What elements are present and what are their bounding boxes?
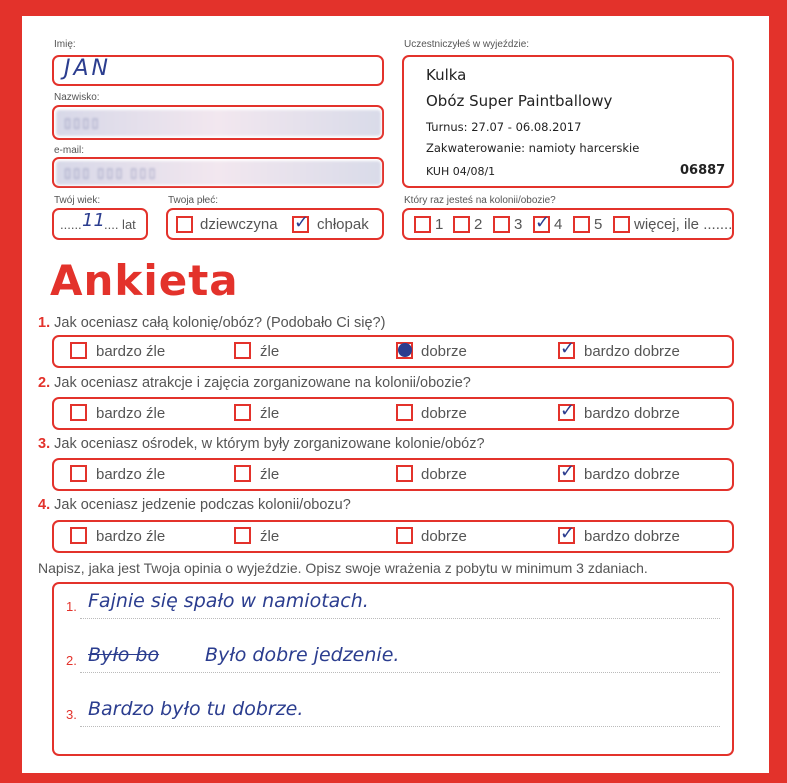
q4-bardzo-dobrze-check-icon: ✓ <box>560 523 576 544</box>
q2-zle-label: źle <box>260 405 280 422</box>
uczestnik-label: Uczestniczyłeś w wyjeździe: <box>404 39 530 50</box>
opinion-line-3-text: Bardzo było tu dobrze. <box>88 698 304 720</box>
q4-dobrze-label: dobrze <box>421 528 467 545</box>
opinion-line-3-rule <box>80 726 720 727</box>
plec-label: Twoja płeć: <box>168 195 219 206</box>
opinion-line-2-strikethrough: Było bo <box>88 644 160 666</box>
q3-bardzo-zle-label: bardzo źle <box>96 466 166 483</box>
ktory-opt-4: 4 <box>554 216 563 233</box>
question-4-title: 4. Jak oceniasz jedzenie podczas kolonii/obozu? <box>38 497 351 513</box>
plec-chlopak-label: chłopak <box>317 216 369 233</box>
ktory-opt-3: 3 <box>514 216 523 233</box>
wiek-value: 11 <box>82 210 105 231</box>
plec-chlopak-check-icon: ✓ <box>294 212 310 233</box>
ktory-opt-1: 1 <box>435 216 444 233</box>
ktory-checkbox-5[interactable] <box>573 216 590 233</box>
ktory-checkbox-3[interactable] <box>493 216 510 233</box>
question-2-title: 2. Jak oceniasz atrakcje i zajęcia zorganizowane na kolonii/obozie? <box>38 375 471 391</box>
q2-zle-checkbox[interactable] <box>234 404 251 421</box>
q2-bardzo-dobrze-label: bardzo dobrze <box>584 405 680 422</box>
email-redacted: ▯▯▯ ▯▯▯ ▯▯▯ <box>56 161 381 185</box>
q2-bardzo-zle-checkbox[interactable] <box>70 404 87 421</box>
q1-zle-label: źle <box>260 343 280 360</box>
q1-dobrze-label: dobrze <box>421 343 467 360</box>
opinion-line-2-rule <box>80 672 720 673</box>
plec-dziewczyna-label: dziewczyna <box>200 216 278 233</box>
q1-bardzo-zle-label: bardzo źle <box>96 343 166 360</box>
q1-zle-checkbox[interactable] <box>234 342 251 359</box>
camp-turnus: Turnus: 27.07 - 06.08.2017 <box>426 120 582 134</box>
ktory-opt-2: 2 <box>474 216 483 233</box>
ktory-4-check-icon: ✓ <box>535 212 551 233</box>
wiek-dots-after: .... lat <box>104 217 136 232</box>
imie-value: JAN <box>64 56 111 81</box>
camp-code: KUH 04/08/1 <box>426 165 496 178</box>
q1-dobrze-scribble-mark <box>398 343 412 357</box>
camp-zakwaterowanie: Zakwaterowanie: namioty harcerskie <box>426 141 640 155</box>
q4-dobrze-checkbox[interactable] <box>396 527 413 544</box>
opinion-line-1-number: 1. <box>66 599 77 614</box>
q3-zle-label: źle <box>260 466 280 483</box>
ktory-checkbox-1[interactable] <box>414 216 431 233</box>
opinion-line-2-text: Było dobre jedzenie. <box>205 644 400 666</box>
q3-dobrze-checkbox[interactable] <box>396 465 413 482</box>
ktory-label: Który raz jesteś na kolonii/obozie? <box>404 195 556 206</box>
opinion-line-1-rule <box>80 618 720 619</box>
question-1-title: 1. Jak oceniasz całą kolonię/obóz? (Podobało Ci się?) <box>38 315 386 331</box>
q3-dobrze-label: dobrze <box>421 466 467 483</box>
q1-bardzo-dobrze-check-icon: ✓ <box>560 338 576 359</box>
email-label: e-mail: <box>54 145 85 156</box>
form-number: 06887 <box>680 163 726 178</box>
opinion-line-3-number: 3. <box>66 707 77 722</box>
q3-bardzo-zle-checkbox[interactable] <box>70 465 87 482</box>
opinion-prompt: Napisz, jaka jest Twoja opinia o wyjeździe. Opisz swoje wrażenia z pobytu w minimum 3 zdaniach. <box>38 560 648 576</box>
nazwisko-redacted: ▯▯▯▯ <box>56 110 381 136</box>
opinion-line-2-number: 2. <box>66 653 77 668</box>
q2-bardzo-zle-label: bardzo źle <box>96 405 166 422</box>
wiek-label: Twój wiek: <box>54 195 101 206</box>
ktory-opt-wiecej: więcej, ile ....... <box>634 216 733 233</box>
ktory-opt-5: 5 <box>594 216 603 233</box>
q3-bardzo-dobrze-label: bardzo dobrze <box>584 466 680 483</box>
plec-dziewczyna-checkbox[interactable] <box>176 216 193 233</box>
q3-zle-checkbox[interactable] <box>234 465 251 482</box>
q2-dobrze-label: dobrze <box>421 405 467 422</box>
q4-bardzo-zle-checkbox[interactable] <box>70 527 87 544</box>
q2-dobrze-checkbox[interactable] <box>396 404 413 421</box>
camp-brand: Kulka <box>426 66 467 84</box>
q3-bardzo-dobrze-check-icon: ✓ <box>560 461 576 482</box>
ktory-checkbox-2[interactable] <box>453 216 470 233</box>
camp-name: Obóz Super Paintballowy <box>426 92 613 110</box>
survey-title: Ankieta <box>50 256 239 305</box>
q1-bardzo-dobrze-label: bardzo dobrze <box>584 343 680 360</box>
q1-bardzo-zle-checkbox[interactable] <box>70 342 87 359</box>
wiek-dots-before: ...... <box>60 217 82 232</box>
ktory-checkbox-wiecej[interactable] <box>613 216 630 233</box>
q4-bardzo-zle-label: bardzo źle <box>96 528 166 545</box>
question-3-title: 3. Jak oceniasz ośrodek, w którym były zorganizowane kolonie/obóz? <box>38 436 485 452</box>
nazwisko-label: Nazwisko: <box>54 92 100 103</box>
q4-zle-label: źle <box>260 528 280 545</box>
q4-zle-checkbox[interactable] <box>234 527 251 544</box>
opinion-line-1-text: Fajnie się spało w namiotach. <box>88 590 369 612</box>
q4-bardzo-dobrze-label: bardzo dobrze <box>584 528 680 545</box>
imie-label: Imię: <box>54 39 76 50</box>
q2-bardzo-dobrze-check-icon: ✓ <box>560 400 576 421</box>
